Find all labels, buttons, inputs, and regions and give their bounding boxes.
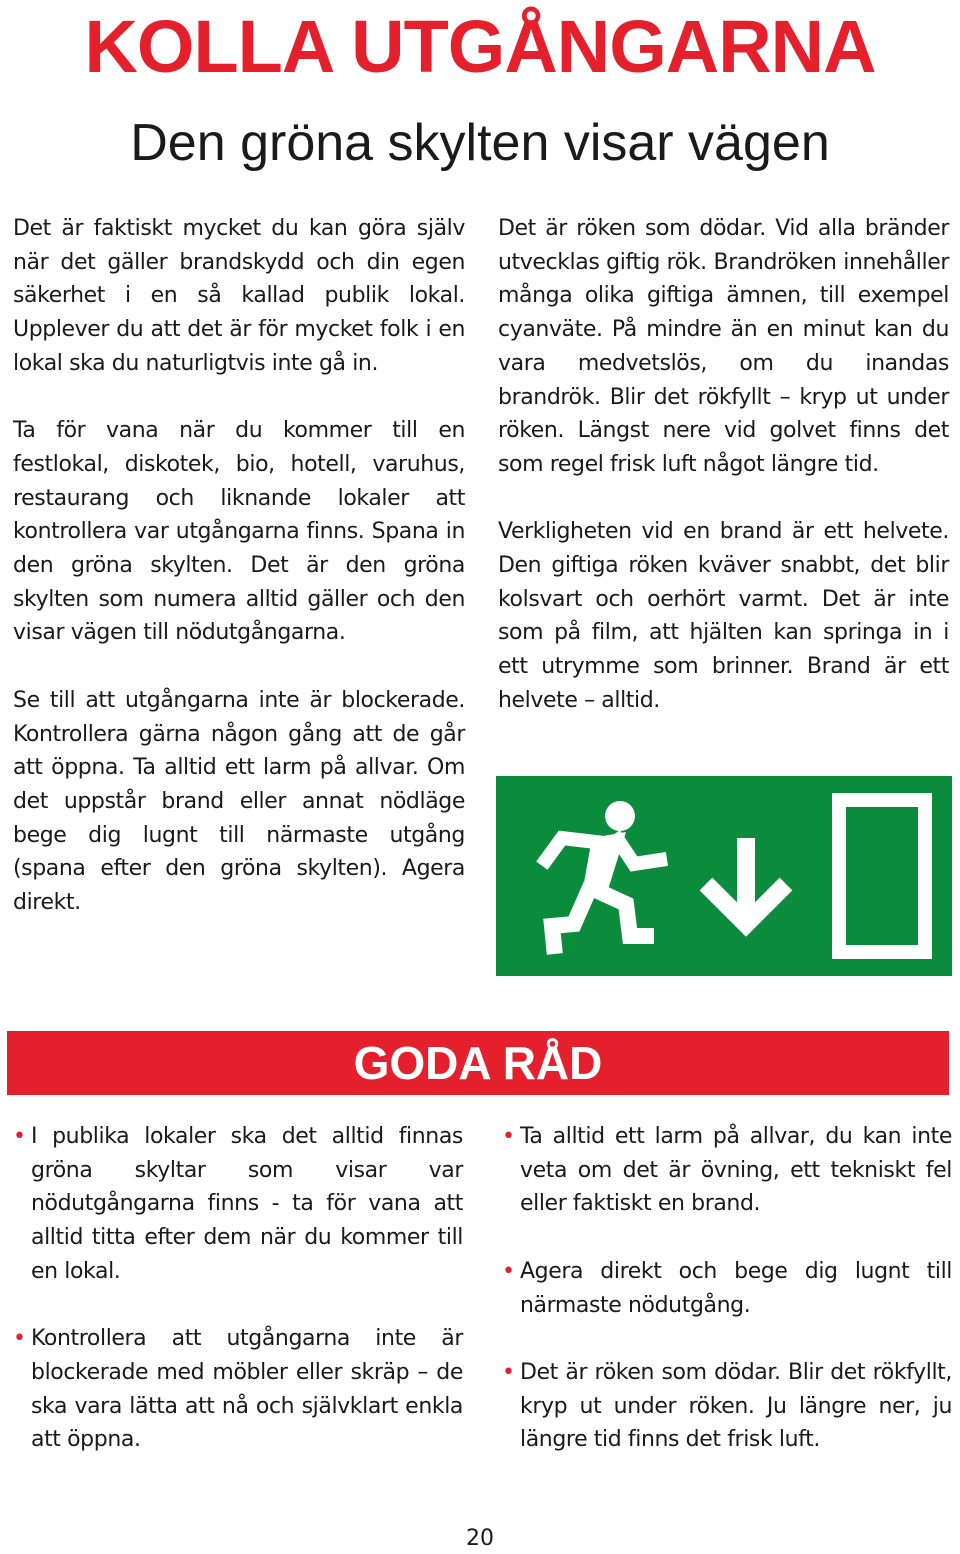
- door-icon: [832, 793, 932, 959]
- list-item: [13, 1120, 463, 1289]
- bullet-icon: •: [502, 1359, 515, 1385]
- list-item: [502, 1255, 952, 1322]
- bullet-icon: •: [502, 1258, 515, 1284]
- tip-text: Agera direkt och bege dig lugnt till närmaste nödutgång.: [520, 1258, 952, 1318]
- paragraph: Det är faktiskt mycket du kan göra själv när det gäller brandskydd och din egen säkerhet i en så kallad publik lokal. Upplever du att det är för mycket folk i en lokal ska du naturligtvis inte gå in.: [13, 216, 465, 376]
- tip-text: Kontrollera att utgångarna inte är blockerade med möbler eller skräp – de ska vara lätta att nå och självklart enkla att öppna.: [31, 1326, 463, 1453]
- emergency-exit-icon: [496, 776, 952, 976]
- page-number: 20: [466, 1526, 494, 1551]
- tips-banner-title: GODA RÅD: [353, 1037, 603, 1089]
- paragraph: Ta för vana när du kommer till en festlokal, diskotek, bio, hotell, varuhus, restaurang och liknande lokaler att kontrollera var utgångarna finns. Spana in den gröna skylten. Det är den gröna skylten som numera alltid gäller och den visar vägen till nödutgångarna.: [13, 418, 465, 646]
- tip-text: Det är röken som dödar. Blir det rökfyllt, kryp ut under röken. Ju längre ner, ju längre tid finns det frisk luft.: [520, 1359, 952, 1453]
- list-item: [13, 1322, 463, 1457]
- list-item: [502, 1120, 952, 1221]
- tip-text: Ta alltid ett larm på allvar, du kan inte veta om det är övning, ett tekniskt fel eller faktiskt en brand.: [520, 1124, 952, 1217]
- tips-list-left: [13, 1120, 463, 1491]
- tip-text: I publika lokaler ska det alltid finnas gröna skyltar som visar var nödutgångarna finns - ta för vana att alltid titta efter dem när du kommer till en lokal.: [31, 1124, 463, 1284]
- paragraph: Det är röken som dödar. Vid alla bränder utvecklas giftig rök. Brandröken innehåller många olika giftiga ämnen, till exempel cyanväte. På mindre än en minut kan du vara medvetslös, om du inandas brandrök. Blir det rökfyllt – kryp ut under röken. Längst nere vid golvet finns det som regel frisk luft något längre tid.: [498, 216, 949, 477]
- left-text-column: [13, 212, 465, 953]
- bullet-icon: •: [13, 1124, 26, 1149]
- bullet-icon: •: [13, 1326, 26, 1352]
- tips-list-right: [502, 1120, 952, 1491]
- paragraph: Se till att utgångarna inte är blockerade. Kontrollera gärna någon gång att de går att öppna. Ta alltid ett larm på allvar. Om det uppstår brand eller annat nödläge bege dig lugnt till närmaste utgång (spana efter den gröna skylten). Agera direkt.: [13, 687, 465, 916]
- right-text-column: [498, 212, 949, 751]
- page-title: KOLLA UTGÅNGARNA: [84, 5, 876, 88]
- page-subtitle: Den gröna skylten visar vägen: [130, 114, 830, 172]
- list-item: [502, 1356, 952, 1457]
- bullet-icon: •: [502, 1124, 515, 1149]
- paragraph: Verkligheten vid en brand är ett helvete. Den giftiga röken kväver snabbt, det blir kolsvart och oerhört varmt. Det är inte som på film, att hjälten kan springa in i ett utrymme som brinner. Brand är ett helvete – alltid.: [498, 519, 949, 713]
